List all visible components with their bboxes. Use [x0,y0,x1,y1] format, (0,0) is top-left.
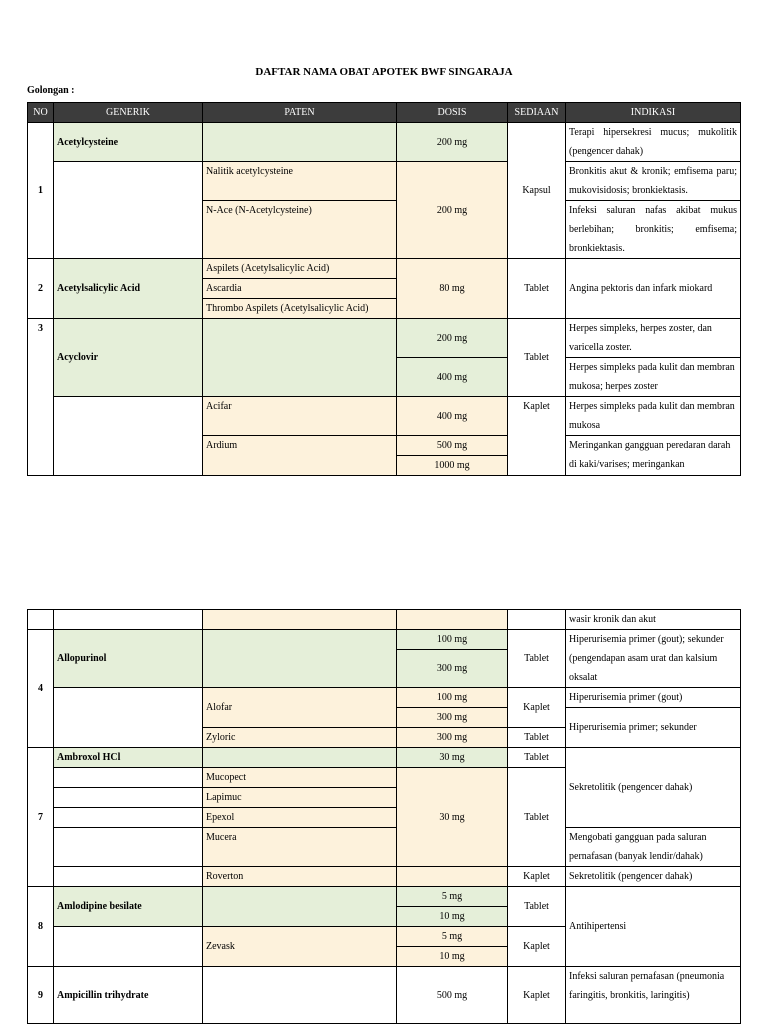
indication: Mengobati gangguan pada saluran pernafasan (banyak lendir/dahak) [566,828,741,867]
dose: 400 mg [397,358,508,397]
brand-name: Zyloric [203,728,397,748]
dosage-form: Tablet [508,259,566,319]
dosage-form: Kaplet [508,967,566,1024]
row-number: 8 [28,887,54,967]
brand-name [203,319,397,397]
indication: Sekretolitik (pengencer dahak) [566,748,741,828]
table-row [28,319,741,358]
generic-name-empty [54,927,203,967]
dose: 500 mg [397,436,508,456]
brand-name [203,967,397,1024]
dosage-form: Tablet [508,748,566,768]
brand-name: Zevask [203,927,397,967]
drug-table-page-1 [27,102,741,476]
generic-name-empty [54,788,203,808]
table-row [28,630,741,650]
generic-name-empty [54,397,203,476]
dose: 10 mg [397,907,508,927]
table-row [28,748,741,768]
dose: 300 mg [397,728,508,748]
generic-name-empty [54,808,203,828]
table-row [28,828,741,867]
brand-name: Lapimuc [203,788,397,808]
dose: 30 mg [397,768,508,867]
indication: Sekretolitik (pengencer dahak) [566,867,741,887]
dosage-form: Kaplet [508,867,566,887]
dose: 5 mg [397,887,508,907]
row-number: 7 [28,748,54,887]
dose: 200 mg [397,162,508,259]
dose: 100 mg [397,688,508,708]
generic-name-empty [54,867,203,887]
dose: 100 mg [397,630,508,650]
document-title: DAFTAR NAMA OBAT APOTEK BWF SINGARAJA [255,66,513,78]
generic-name: Ambroxol HCl [54,748,203,768]
golongan-label: Golongan : [27,85,75,96]
indication: Meringankan gangguan peredaran darah di kaki/varises; meringankan [566,436,741,476]
brand-name: Mucopect [203,768,397,788]
header-generik: GENERIK [54,103,203,123]
row-number: 4 [28,630,54,748]
dose: 1000 mg [397,456,508,476]
dosage-form: Tablet [508,630,566,688]
dose: 300 mg [397,708,508,728]
dose [397,867,508,887]
indication: Hiperurisemia primer (gout) [566,688,741,708]
dose [397,610,508,630]
brand-name: Roverton [203,867,397,887]
row-number [28,610,54,630]
indication: Herpes simpleks, herpes zoster, dan varicella zoster. [566,319,741,358]
dosage-form: Tablet [508,887,566,927]
generic-name: Acyclovir [54,319,203,397]
header-paten: PATEN [203,103,397,123]
brand-name [203,610,397,630]
dose: 5 mg [397,927,508,947]
table-row [28,610,741,630]
generic-name: Allopurinol [54,630,203,688]
indication: Bronkitis akut & kronik; emfisema paru; mukovisidosis; bronkiektasis. [566,162,741,201]
indication: Infeksi saluran pernafasan (pneumonia faringitis, bronkitis, laringitis) [566,967,741,1024]
brand-name [203,748,397,768]
indication: Terapi hipersekresi mucus; mukolitik (pengencer dahak) [566,123,741,162]
dose: 80 mg [397,259,508,319]
brand-name: Mucera [203,828,397,867]
dosage-form: Tablet [508,728,566,748]
brand-name: Thrombo Aspilets (Acetylsalicylic Acid) [203,299,397,319]
dosage-form: Kaplet [508,927,566,967]
generic-name: Ampicillin trihydrate [54,967,203,1024]
row-number: 1 [28,123,54,259]
brand-name: Epexol [203,808,397,828]
dosage-form: Kaplet [508,688,566,728]
dose: 10 mg [397,947,508,967]
drug-table-page-2 [27,609,741,1024]
dose: 200 mg [397,123,508,162]
row-number: 9 [28,967,54,1024]
indication: wasir kronik dan akut [566,610,741,630]
brand-name: Ascardia [203,279,397,299]
dosage-form: Tablet [508,319,566,397]
dosage-form [508,610,566,630]
header-sediaan: SEDIAAN [508,103,566,123]
indication: Angina pektoris dan infark miokard [566,259,741,319]
header-no: NO [28,103,54,123]
indication: Herpes simpleks pada kulit dan membran mukosa [566,397,741,436]
table-row [28,397,741,436]
table-header-row [28,103,741,123]
generic-name: Acetylsalicylic Acid [54,259,203,319]
indication: Hiperurisemia primer; sekunder [566,708,741,748]
row-number: 3 [28,319,54,476]
generic-name: Amlodipine besilate [54,887,203,927]
generic-name-empty [54,610,203,630]
dose: 200 mg [397,319,508,358]
brand-name: Aspilets (Acetylsalicylic Acid) [203,259,397,279]
indication: Hiperurisemia primer (gout); sekunder (pengendapan asam urat dan kalsium oksalat [566,630,741,688]
table-row [28,259,741,279]
generic-name-empty [54,162,203,259]
brand-name [203,630,397,688]
dose: 30 mg [397,748,508,768]
row-number: 2 [28,259,54,319]
dose: 500 mg [397,967,508,1024]
header-dosis: DOSIS [397,103,508,123]
generic-name-empty [54,768,203,788]
table-row [28,688,741,708]
indication: Infeksi saluran nafas akibat mukus berlebihan; bronkitis; emfisema; bronkiektasis. [566,201,741,259]
dosage-form: Kapsul [508,123,566,259]
generic-name-empty [54,828,203,867]
dose: 300 mg [397,650,508,688]
brand-name [203,123,397,162]
brand-name: Nalitik acetylcysteine [203,162,397,201]
brand-name: Alofar [203,688,397,728]
brand-name: N-Ace (N-Acetylcysteine) [203,201,397,259]
table-row [28,123,741,162]
table-row [28,887,741,907]
brand-name: Ardium [203,436,397,476]
dose: 400 mg [397,397,508,436]
brand-name: Acifar [203,397,397,436]
generic-name-empty [54,688,203,748]
dosage-form: Tablet [508,768,566,867]
header-indikasi: INDIKASI [566,103,741,123]
table-row [28,867,741,887]
indication: Antihipertensi [566,887,741,967]
table-row [28,967,741,1024]
generic-name: Acetylcysteine [54,123,203,162]
table-row [28,162,741,201]
indication: Herpes simpleks pada kulit dan membran mukosa; herpes zoster [566,358,741,397]
dosage-form: Kaplet [508,397,566,476]
brand-name [203,887,397,927]
